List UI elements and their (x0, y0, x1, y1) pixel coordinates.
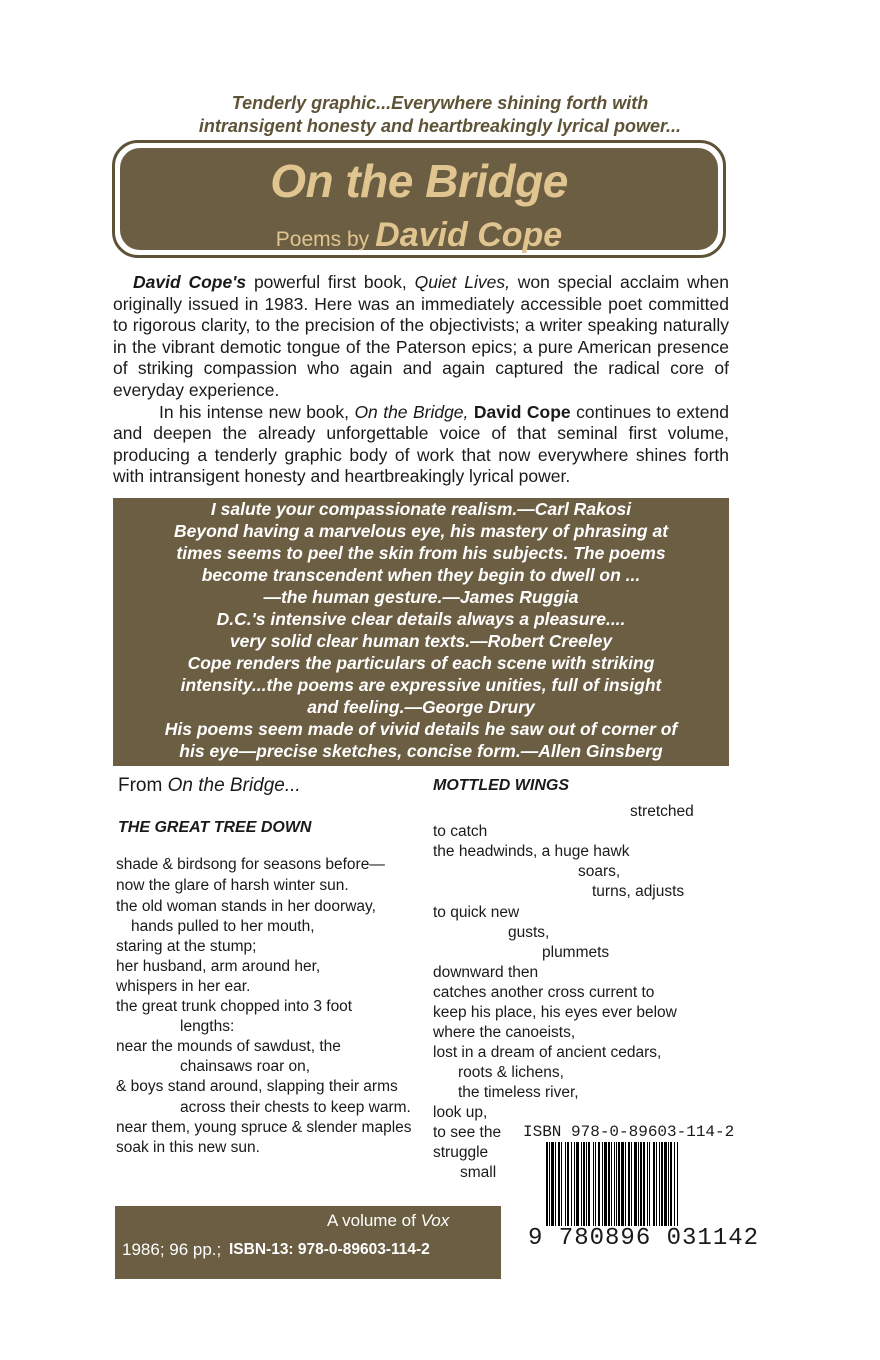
review-quote: His poems seem made of vivid details he saw out of corner of (164, 719, 678, 739)
barcode-icon (546, 1142, 742, 1226)
poem-line: stretched (630, 803, 694, 820)
poem-line: soak in this new sun. (116, 1139, 260, 1156)
review-quote: Beyond having a marvelous eye, his mastery of phrasing at (173, 521, 669, 541)
barcode-isbn-text: ISBN 978-0-89603-114-2 (523, 1123, 735, 1141)
book-title: On the Bridge (270, 155, 568, 207)
book-description (113, 272, 729, 488)
excerpt-label: From On the Bridge... (118, 775, 301, 796)
poem-line: whispers in her ear. (116, 978, 251, 995)
title-banner (112, 140, 726, 258)
poem-line: to catch (433, 823, 488, 840)
tagline-line-2: intransigent honesty and heartbreakingly lyrical power... (198, 116, 682, 136)
poem-line: downward then (433, 964, 539, 981)
publication-info-box (115, 1206, 501, 1279)
poem-line: the old woman stands in her doorway, (116, 898, 376, 915)
poem-line: chainsaws roar on, (180, 1058, 311, 1075)
tagline-line-1: Tenderly graphic...Everywhere shining forth with (231, 93, 649, 113)
poem-line: the great trunk chopped into 3 foot (116, 998, 353, 1015)
poem-title-great-tree-down: THE GREAT TREE DOWN (118, 819, 312, 836)
poem-line: small (460, 1164, 497, 1181)
poem-line: struggle (433, 1144, 489, 1161)
poem-line: to see the (433, 1124, 502, 1141)
description-paragraph-2: In his intense new book, On the Bridge, David Cope continues to extend and deepen the already unforgettable voice of that seminal first volume, producing a tenderly graphic body of work that now everywhere shines forth with intransigent honesty and heartbreakingly lyrical power. (113, 401, 729, 487)
poem-title-mottled-wings: MOTTLED WINGS (433, 777, 569, 794)
poem-line: where the canoeists, (433, 1024, 576, 1041)
review-quote: Cope renders the particulars of each scene with striking (187, 653, 655, 673)
author-name: David Cope (375, 216, 563, 254)
poem-line: the headwinds, a huge hawk (433, 843, 630, 860)
poem-line: gusts, (508, 924, 550, 941)
edition-info: 1986; 96 pp.; (122, 1240, 222, 1259)
poem-line: plummets (542, 944, 610, 961)
poem-line: & boys stand around, slapping their arms (116, 1078, 398, 1095)
review-quote: and feeling.—George Drury (307, 697, 535, 717)
review-quote: D.C.'s intensive clear details always a pleasure.... (216, 609, 626, 629)
isbn-13: ISBN-13: 978-0-89603-114-2 (229, 1241, 430, 1258)
poem-line: her husband, arm around her, (116, 958, 321, 975)
review-quote: —the human gesture.—James Ruggia (263, 587, 579, 607)
poem-line: shade & birdsong for seasons before— (116, 856, 385, 873)
review-quote: intensity...the poems are expressive unities, full of insight (180, 675, 662, 695)
review-quotes-box (113, 498, 729, 766)
description-paragraph-1: David Cope's powerful first book, Quiet Lives, won special acclaim when originally issued in 1983. Here was an immediately accessible poet committed to rigorous clarity, to the precision of the objectivists; a writer speaking naturally in the vibrant demotic tongue of the Paterson epics; a pure American presence of striking compassion who again and again captured the radical core of everyday experience. (113, 272, 729, 400)
poem-line: now the glare of harsh winter sun. (116, 877, 349, 894)
byline-prefix: Poems by (275, 228, 370, 251)
poem-line: near the mounds of sawdust, the (116, 1038, 341, 1055)
poem-line: roots & lichens, (458, 1064, 564, 1081)
series-line: A volume of Vox (327, 1211, 450, 1230)
poem-line: soars, (578, 863, 621, 880)
review-quote: his eye—precise sketches, concise form.—Allen Ginsberg (179, 741, 663, 761)
byline (120, 216, 718, 255)
poem-line: catches another cross current to (433, 984, 655, 1001)
poem-line: lengths: (180, 1018, 235, 1035)
review-quote: become transcendent when they begin to dwell on ... (201, 565, 641, 585)
poem-line: turns, adjusts (592, 883, 685, 900)
poem-line: hands pulled to her mouth, (131, 918, 315, 935)
poem-line: across their chests to keep warm. (180, 1099, 411, 1116)
poem-line: look up, (433, 1104, 488, 1121)
review-quote: very solid clear human texts.—Robert Creeley (229, 631, 613, 651)
barcode-digits: 9 780896 031142 (528, 1225, 760, 1252)
poem-line: the timeless river, (458, 1084, 579, 1101)
poem-line: lost in a dream of ancient cedars, (433, 1044, 662, 1061)
review-quote: times seems to peel the skin from his subjects. The poems (176, 543, 666, 563)
poem-line: to quick new (433, 904, 520, 921)
review-quote: I salute your compassionate realism.—Carl Rakosi (210, 499, 632, 519)
tagline (0, 92, 880, 138)
poem-line: near them, young spruce & slender maples (116, 1119, 412, 1136)
poem-line: keep his place, his eyes ever below (433, 1004, 677, 1021)
poem-line: staring at the stump; (116, 938, 257, 955)
